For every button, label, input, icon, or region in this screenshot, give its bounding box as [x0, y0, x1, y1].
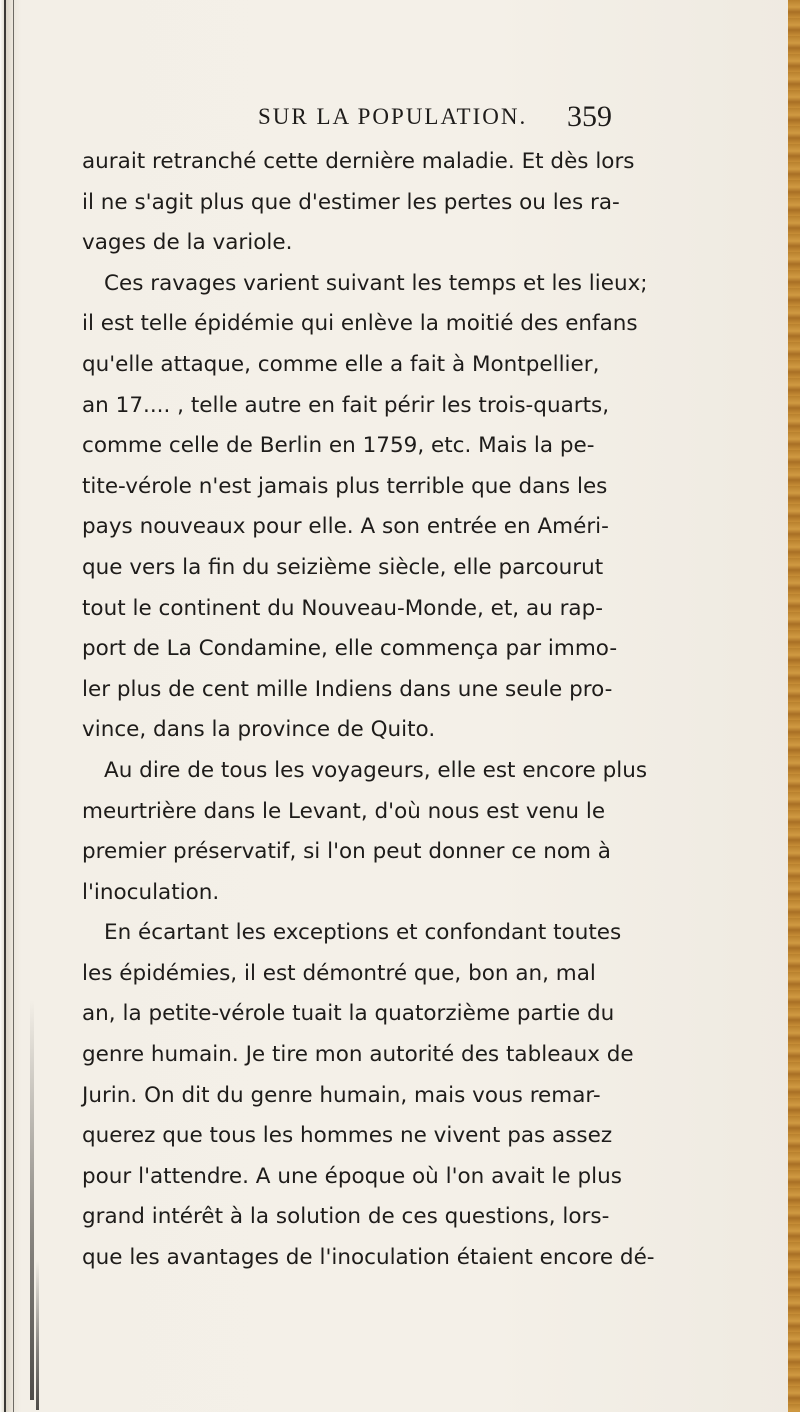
text-line: il est telle épidémie qui enlève la moitié des enfans [82, 311, 638, 337]
running-title: SUR LA POPULATION. [258, 104, 528, 129]
text-line: vince, dans la province de Quito. [82, 717, 436, 743]
text-line: an, la petite-vérole tuait la quatorzième partie du [82, 1001, 615, 1027]
page-edge-strip [788, 0, 800, 1412]
running-header [0, 100, 800, 140]
text-line: il ne s'agit plus que d'estimer les pertes ou les ra- [82, 189, 620, 215]
text-line: pour l'attendre. A une époque où l'on avait le plus [82, 1163, 622, 1189]
text-line: vages de la variole. [82, 230, 293, 256]
book-gutter [0, 0, 20, 1412]
text-line: port de La Condamine, elle commença par immo- [82, 636, 618, 662]
text-line: qu'elle attaque, comme elle a fait à Montpellier, [82, 351, 600, 377]
text-line: les épidémies, il est démontré que, bon an, mal [82, 960, 596, 986]
text-line: l'inoculation. [82, 879, 220, 905]
text-line: pays nouveaux pour elle. A son entrée en Améri- [82, 514, 609, 540]
text-line: Jurin. On dit du genre humain, mais vous remar- [82, 1082, 601, 1108]
text-line: grand intérêt à la solution de ces questions, lors- [82, 1204, 610, 1230]
text-line: que vers la fin du seizième siècle, elle parcourut [82, 554, 604, 580]
text-line: premier préservatif, si l'on peut donner ce nom à [82, 839, 611, 865]
text-line: que les avantages de l'inoculation étaient encore dé- [82, 1245, 655, 1271]
text-line: querez que tous les hommes ne vivent pas assez [82, 1123, 613, 1149]
text-line: comme celle de Berlin en 1759, etc. Mais la pe- [82, 433, 595, 459]
gutter-inner-line [13, 0, 14, 1412]
scan-shadow [30, 1000, 34, 1400]
body-text [82, 142, 655, 1279]
gutter-edge-line [4, 0, 6, 1412]
text-line: meurtrière dans le Levant, d'où nous est venu le [82, 798, 606, 824]
text-line: Ces ravages varient suivant les temps et les lieux; [104, 270, 648, 296]
text-line: En écartant les exceptions et confondant toutes [104, 920, 622, 946]
page-number: 359 [567, 100, 612, 133]
text-line: Au dire de tous les voyageurs, elle est encore plus [104, 757, 648, 783]
text-line: ler plus de cent mille Indiens dans une seule pro- [82, 676, 613, 702]
scan-shadow [36, 1260, 39, 1410]
text-line: tout le continent du Nouveau-Monde, et, au rap- [82, 595, 603, 621]
text-line: tite-vérole n'est jamais plus terrible que dans les [82, 473, 608, 499]
text-line: an 17.... , telle autre en fait périr les trois-quarts, [82, 392, 610, 418]
text-line: genre humain. Je tire mon autorité des tableaux de [82, 1042, 634, 1068]
text-line: aurait retranché cette dernière maladie. Et dès lors [82, 149, 635, 174]
